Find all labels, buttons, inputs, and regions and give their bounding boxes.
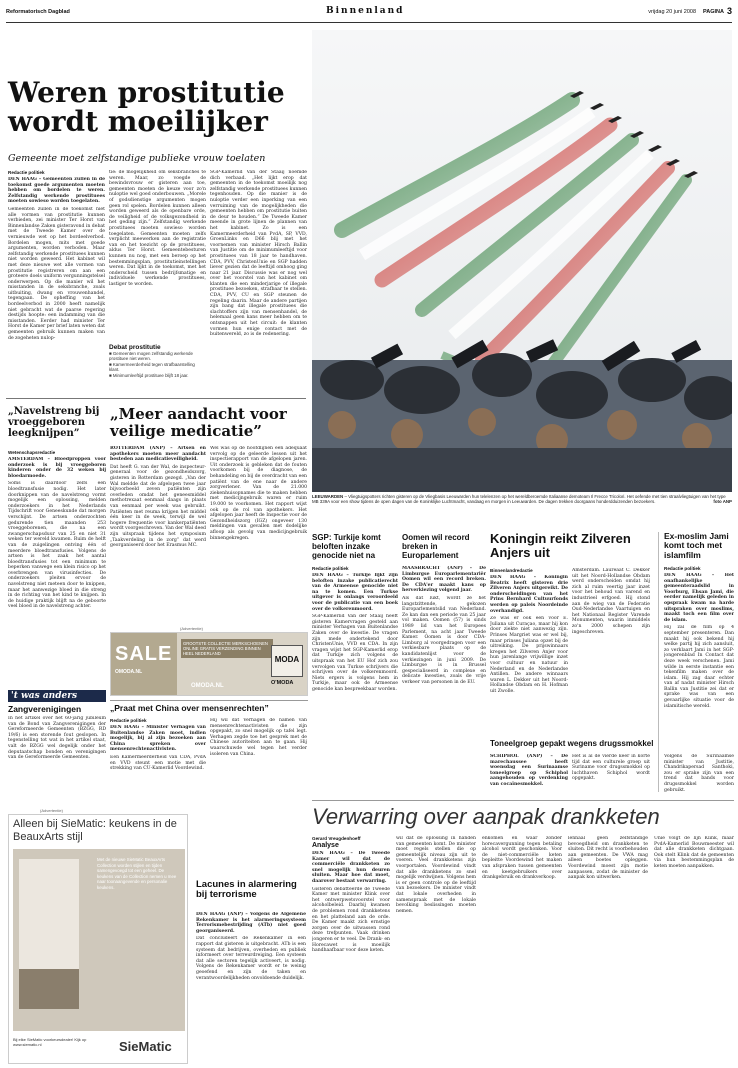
siematic-headline: Alleen bij SieMatic: keukens in de BeauxArts stijl — [13, 818, 177, 843]
airshow-photo — [312, 30, 732, 492]
masthead — [6, 4, 732, 22]
main-subhead: Gemeente moet zelfstandige publieke vrouw toelaten — [8, 153, 266, 164]
main-col3-text: SGP-Kamerlid Van der Staaij noemde dich verbaad. „Het lijkt erop dat gemeenten in de toekomst moeilijk nog zelfstandig werkende prostituees kunnen tegenhouden. Op die manier is de nuloptie verder een inperking van een verruiming van de mogelijkheden die gemeenten hebben om prostitutie buiten de deur te houden.” De Tweede Kamer meende in grote lijnen de plannen van het kabinet. Zo is een Kamermeerderheid van PvdA, SP, VVD, GroenLinks en D66 blij met het voornemen van minister Hirsch Ballin van Justitie om de minimumleeftijd voor prostituees van 18 jaar te handhaven. CDA, PVV, ChristenUnie en SGP hadden liever gezien dat de leeftijd omhoog ging naar 21 jaar. Discussie was er nog wel over het voorstel van het kabinet om klanten die een minderjarige of illegale prostituee bezoeken, strafbaar te stellen. CDA, PVV, CU en SGP steunen de regeling daarin. Maar de andere partijen zijn bang dat illegale prostituees die slachtoffers zijn van mensenhandel, de helemaal geen kans meer hebben om te ontsnappen uit het circuit: de klanten vormen hun enige contact met de buitenwereld, zo is de redenering. — [210, 170, 307, 338]
china-lead: DEN HAAG – Minister Verhagen van Buitenlandse Zaken moet, indien mogelijk, bij al zijn bezoeken aan China spreken over mensenrechtenactivisten. — [110, 725, 206, 753]
debate-box-item: ■ Minimumleeftijd prostituee blijft 18 jaar. — [109, 372, 189, 378]
smokkel-headline: Toneelgroep gepakt wegens drugssmokkel — [490, 739, 654, 748]
china-col1 — [110, 718, 206, 772]
smokkel-col3: Volgens de Surinaamse minister van Justitie, Chandrikapersad Santhoki, zou er sprake zijn van een trend dat bands voor drugssmokkel worden gebruikt. — [664, 754, 734, 793]
drankketen-lead: DEN HAAG – De Tweede Kamer wil dat de commerciële drankketen zo snel mogelijk hun deuren sluiten. Maar hoe dat moet, daarover bestaat verwarring. — [312, 851, 390, 884]
debate-box-item: ■ Gemeenten mogen zelfstandig werkende prostituee niet weren. — [109, 351, 193, 362]
moslim-lead: DEN HAAG – Het onafhankelijke gemeenteraadslid in Voorburg, Ehsan Jami, die eerder namelijk geleden in opspraak kwam na harde uitspraken over moslims, maakt toch een film over de islam. — [664, 573, 734, 623]
column-divider — [658, 532, 659, 792]
sgp-headline: SGP: Turkije komt beloften inzake genocide niet na — [312, 533, 381, 560]
terror-headline: Lacunes in alarmering bij terrorisme — [196, 879, 297, 901]
koningin-text: Ze was er ook een voor E. Juliana uit Curaçao, maar hij kon door ziekte niet aanwezig zijn. Prinses Margriet was er wel bij, maar prinses Juliana opzet bij de uitreiking. De prijswinnaars kregen het Zilveren Anjer voor hun jarenlange vrijwillige inzet voor cultuur en natuur in Nederland en de Nederlandse Antillen. De andere winnaars waren L. Dekker uit het Noord-Hollandse Obdam en H. Hofman uit Zwolle. — [490, 616, 568, 694]
oomen-article — [402, 566, 486, 771]
wasanders-text: In het artikel over het 60-jarig jubileum van de Bond van Zangverenigingen der Gereformeerde Gemeenten (BZGG, RD 19/6) is een storende fout geslopen. In tegenstelling tot wat in het artikel staat, valt de BZGG wel degelijk onder het deputaatschap bonden en verenigingen van de Gereformeerde Gemeenten. — [8, 716, 106, 761]
omoda-ad-label: (Advertentie) — [180, 626, 203, 631]
masthead-rule — [6, 22, 732, 23]
omoda-url[interactable]: OMODA.NL — [191, 683, 224, 689]
sgp-lead: DEN HAAG – Turkije lijkt zijn beloften inzake publicatierecht van de Armeense genocide niet na te komen. Een Turkse uitgever is onlangs veroordeeld voor de publicatie van een boek over de volkerenmoord. — [312, 573, 398, 612]
drankketen-col4: lennaal geen zelfstandige bevoegdheid om drankketen te sluiten. Dit recht is voorbehouden aan gemeenten. De VWA mag alleen boetes opleggen. Voordewind moest zijn motie aanpassen, zodat de minister de aanpak kon uitwerken. — [568, 836, 648, 881]
medicatie-col2: Wel was op de hoofdlijnen een adequaat vervolg op de geleerde lessen uit het inspectierapport van de afgelopen jaren. Uit onderzoek is gebleken dat de fouten voorkomen bij de diagnose, de behandeling en bij de overdracht van een patiënt van de ene naar de andere zorgverlener. Van de 21.000 ziekenhuisopnames die te maken hebben met medicijngebruik waren er ruim 19.000 te voorkomen. Het rapport wijst ook op de rol van apothekers. Het afgelopen jaar heeft de Inspectie voor de Gezondheidszorg (IGZ) ongeveer 130 meldingen van gevallen met dodelijke afloop als gevolg van medicijngebruik binnengekregen. — [210, 446, 307, 541]
terror-lead: DEN HAAG (ANP) – Volgens de Algemene Rekenkamer is het alarmeringssysteem Terrorismebestrijding (ATb) niet goed georganiseerd. — [196, 912, 306, 934]
omoda-logo-box — [271, 645, 303, 677]
main-col1-text: Gemeenten zullen in de toekomst niet alle vormen van prostitutie kunnen verbieden, zei minister Ter Horst van Binnenlandse Zaken gisteravond in debat met de Tweede Kamer over de vernieuwde wet op het bordeelverbod. Bordelen mogen, mits met goede argumenten, worden verboden. Maar zelfstandig werkende prostituees kunnen niet worden geweerd. Het kabinet wil met deze nieuwe wet alle vormen van prostitutie registreren om aan een groteere doels uniform vergunningstelsel onderwerpen. Op die manier wil het misstanden in de seksbranche, zoals uitbuiting, dwang en vrouwenhandel, tegengaan. De opheffing van het bordeelverbod in 2000 heeft namelijk niet gebracht wat de paarse regering destijds hoopte: een indamming van die misstanden. Eerder had minister Ter Horst de Kamer per brief laten weten dat gemeenten gebruik kunnen maken van de zogeheten nulop- — [8, 206, 105, 341]
china-headline: „Praat met China over mensenrechten” — [110, 703, 269, 713]
main-byline: Redactie politiek — [8, 170, 45, 175]
smokkel-lead: SCHIPHOL (ANP) – De marechaussee heeft woensdag een Surinaamse toneelgroep op Schiphol aangehouden op verdenking van cocaïnesmokkel. — [490, 754, 568, 787]
china-divider — [110, 700, 308, 701]
oomen-lead: MAASBRACHT (ANP) – De Limburgse Europarlementariër Oomen wil een record breken. De CDA'er maakt kans op herverkiezing volgend jaar. — [402, 566, 486, 594]
main-col2-text: tie: de mogelijkheid om seksbranches te weren. Maar, zo voegde de bewindsvrouw er gisteren aan toe, gemeenten moeten de keuze voor zo'n nuloptie wel goed onderbouwen. „Morele of godsdienstige argumenten mogen geen rol spelen. Bordelen kunnen alleen worden geweerd als de openbare orde, de veiligheid of de volksgezondheid in het geding zijn.” Zelfstandig werkende prostituees moeten sowieso worden toegelaten. Gemeenten moeten zelfs verplicht meewerken aan de registratie van en het toezicht op de prostituees, aldus Ter Horst. Gemeentebesturen kunnen nu nog, met een beroep op het bestemmingsplan, prostitutieinstellingen weren. Dat lijkt in de toekomst, met het onderscheid tussen bedrijfsmatige en individuele werkende prostituees, lastiger te worden. — [109, 170, 206, 287]
moslim-article — [664, 566, 734, 775]
omoda-promo: GROOTSTE COLLECTIE MERKSCHOENEN ONLINE GRATIS VERZENDING BINNEN HEEL NEDERLAND — [181, 639, 273, 658]
vroeg-headline: „Navelstreng bij vroeggeboren leegknijpen” — [8, 406, 100, 439]
siematic-kitchen-photo — [13, 849, 185, 1031]
moslim-byline: Redactie politiek — [664, 566, 701, 571]
section-divider — [6, 398, 306, 399]
main-lead: DEN HAAG – Gemeenten zullen in de toekomst goede argumenten moeten hebben om bordelen te weren. Zelfstandig werkende prostituees moeten sowieso worden toegelaten. — [8, 177, 105, 205]
omoda-tagline: OMODA.NL — [115, 669, 143, 675]
china-byline: Redactie politiek — [110, 718, 147, 723]
omoda-logo: O'MODA — [271, 680, 294, 686]
omoda-brand: MODA — [274, 655, 300, 664]
main-headline — [8, 78, 298, 137]
main-headline-line1: Weren prostitutie — [8, 76, 285, 109]
omoda-sale: SALE — [115, 643, 173, 665]
wasanders-logo: 't was anders — [11, 691, 78, 701]
drankketen-col2: wil dat de oplossing in handen van gemeenten komt. De minister moet regels stellen die op gemeentelijk niveau zijn uit te voeren. Veel drankketens zijn voorportalen. Voordewind vindt dat alle drankketens zo snel mogelijk verdwijnen. Volgens hem is er geen controle op de leeftijd van bezoekers. De minister vindt dat lokale overheden in samenspraak met de lokale bevolking beslissingen moeten nemen. — [396, 836, 476, 914]
siematic-ad-label: (Advertentie) — [40, 808, 63, 813]
wasanders-headline: Zangverenigingen — [8, 704, 82, 714]
main-headline-line2: wordt moeilijker — [8, 105, 268, 139]
drankketen-divider — [312, 800, 734, 801]
siematic-footer[interactable]: Bij elke SieMatic voorkeursdealer! Kijk op www.siematic.nl — [13, 1037, 87, 1047]
photo-credit: foto ANP — [713, 499, 732, 505]
drankketen-col3: enkomen en waar zonder horecavergunning tegen betaling alcohol wordt geschonken. Voor de niet-commerciële keten bepleitte Voordewind het maken van afspraken tussen gemeenten en keetgebruikers over drankgebruik en drankverkoop. — [482, 836, 562, 881]
medicatie-col1-text: Dat heeft G. van der Wal, de inspecteur-generaal voor de gezondheidszorg, gisteren in Rotterdam gezegd. „Van der Wal meldde dat de afgelopen twee jaar bijvoorbeeld zeven patiënten zijn overleden omdat het geneesmiddel methotrexaat eenmaal daags in plaats van eenmaal per week was gebruikt. Patiënten met reuma krijgen het middel één keer in de week, terwijl de wel hogere frequentie voor kankerpatiënten wordt voorgeschreven. Van der Wal deed zijn uitspraak tijdens het symposium „Taakverdeling in de zorg” dat werd georganiseerd door het Erasmus MC. — [110, 464, 206, 549]
debate-box-list — [109, 351, 206, 378]
photo-caption-text: – Vliegtuigspotters richten gisteren op de Vliegbasis Leeuwarden hun telelenzen op het wereldberoemde Italiaanse demoteam Il Frecce Tricolori. Het oefende met tien straalvliegtuigen van het type MB 339A voor een show tijdens de open dagen van de Koninklijke Luchtmacht, vandaag en morgen in Leeuwarden. De dagen trekken doorgaans honderdduizenden bezoekers. — [312, 494, 726, 505]
sgp-byline: Redactie politiek — [312, 566, 349, 571]
drankketen-byline: Gerard Vreugdenhoeff — [312, 836, 361, 841]
drankketen-kicker: Analyse — [312, 842, 339, 849]
medicatie-headline: „Meer aandacht voor veilige medicatie” — [110, 405, 287, 440]
sgp-text: SGP-Kamerlid Van der Staaij heeft gisteren Kamervragen gesteld aan minister Verhagen van Buitenlandse Zaken over de kwestie. De vragen zijn mede ondertekend door ChristenUnie, VVD en CDA. In zijn vragen wijst het SGP-Kamerlid erop dat Turkije zich volgens de uitspraak van het EU Hof zich zou vervolgen van Turkse schrijvers die schrijven over de volkerenmoord. Niets ergers is volgens hem in Turkije, maar ook de Armeense genocide kan bespreekbaar worden. — [312, 614, 398, 692]
paper-name: Reformatorisch Dagblad — [6, 9, 70, 15]
omoda-ad[interactable] — [110, 632, 308, 696]
page-number: 3 — [726, 6, 732, 16]
china-col1-text: Een Kamermeerderheid van CDA, PvdA en VVD steunt een motie met die strekking van CU-Kamerlid Voordewind. — [110, 754, 206, 772]
koningin-col2: Amsterdam. Laureaat C. Dekker uit het Noord-Hollandse Obdam werd onderscheiden omdat hij zich al ruim veertig jaar inzet voor het behoud van varend en industrieel erfgoed. Hij stond aan de wieg van de Federatie Oud-Nederlandse Vaartuigen en het Nationaal Register Varende Monumenten, waarin inmiddels zo'n 2000 schepen zijn ingeschreven. — [572, 568, 650, 635]
section-name: Binnenland — [326, 6, 405, 16]
vroeg-lead: AMSTERDAM – Bloedproppen voor onderzoek is bij vroeggeboren kinderen onder de 32 weken bij bloedarmoede. — [8, 457, 106, 479]
siematic-ad[interactable] — [8, 814, 188, 1064]
moslim-text: Hij zal de film op 4 september presenteren. Dan maakt hij ook bekend hij welke partij hij zich aansluit, zo verklaart Jami in het SGP-jongerenblad In Contact dat deze week verschenen. Jami wilde in eerste instantie een tekenfilm maken over de islam. Hij zag daar echter van af nadat minister Hirsch Ballin van Justitie zei dat er sprake was van een gevaarlijke situatie voor de islamitische wereld. — [664, 625, 734, 709]
koningin-lead: DEN HAAG – Koningin Beatrix heeft gisteren drie Zilveren Anjers uitgereikt. De onderscheidingen van het Prins Bernhard Cultuurfonds werden op paleis Noordeinde overhandigd. — [490, 575, 568, 614]
china-col2: Hij wil dat Verhagen de namen van mensenrechtenactivisten die zijn opgepakt, zo snel mogelijk op tafel legt. Verhagen zegde toe het gesprek met de Chinese autoriteiten aan te gaan. Hij waarschuwde wel tegen het verder isoleren van China. — [210, 718, 307, 757]
koningin-col1 — [490, 568, 568, 718]
main-col-2 — [109, 170, 206, 395]
moslim-headline: Ex-moslim Jami komt toch met islamfilm — [664, 531, 729, 560]
medicatie-lead: ROTTERDAM (ANP) – Artsen en apothekers moeten meer aandacht besteden aan medicatieveiligheid. — [110, 446, 206, 463]
sgp-article — [312, 566, 398, 764]
page-date: vrijdag 20 juni 2008 — [648, 9, 696, 15]
koningin-headline: Koningin reikt Zilveren Anjers uit — [490, 531, 631, 561]
drankketen-col1-text: Gisteren debatteerde de Tweede Kamer met minister Klink over het ontwerpwetsvoorstel voor alcoholbeleid. Daarbij kwamen de problemen rond drankketens en het platteland aan de orde. De Kamer maakt zich ernstige zorgen over de uitwassen rond deze trefpunten. Vaak drinken jongeren er te veel. De Drank- en Horecawet is moeilijk handhaafbaar voor deze keten. — [312, 886, 390, 954]
vroeg-article — [8, 450, 106, 699]
siematic-counter — [19, 969, 79, 1009]
koningin-byline: Binnenlandredactie — [490, 568, 533, 573]
medicatie-col1 — [110, 446, 206, 614]
drankketen-col5: Unie volgt de lijn Klink, maar PvdA-Kamerlid Bouwmeester wil dat alle drankketen dichtgaan. Ook stelt Klink dat de gemeenten via hun bestemmingsplan de keten moeten aanpakken. — [654, 836, 734, 869]
drankketen-headline: Verwarring over aanpak drankketen — [312, 804, 660, 829]
siematic-text: Met de nieuwe SieMatic BeauxArts Collection worden stijlen en tijden samengevoegd tot een geheel. De keukens van de Collection nemen u mee naar toonaangevende en personalie keukens. — [97, 857, 177, 890]
photo-caption-label: LEEUWARDEN — [312, 494, 344, 499]
main-col-1 — [8, 170, 105, 395]
smokkel-col1 — [490, 754, 568, 788]
debate-box-item: ■ Kamermeerderheid tegen strafbaarstelling klant. — [109, 361, 195, 373]
terror-text: Dat concludeert de Rekenkamer in een rapport dat gisteren is uitgebracht. ATb is een systeem dat bedrijven, overheden en publiek informeert over terreurdreiging. Een systeem dat alle sectoren tegelijk activeert, is nodig. Volgens de Rekenkamer wordt er te weinig geoefend en zijn de taken en verantwoordelijkheden onvoldoende duidelijk. — [196, 936, 306, 981]
smokkel-col2: Het is al de vierde keer in korte tijd dat een culturele groep uit Suriname voor drugssmokkel op luchthaven Schiphol wordt opgepakt. — [572, 754, 650, 782]
page-label: PAGINA — [703, 9, 724, 15]
vroeg-byline: Wetenschapsredactie — [8, 450, 56, 455]
debate-box — [109, 344, 206, 378]
oomen-headline: Oomen wil record breken in Europarlement — [402, 533, 470, 560]
siematic-logo: SieMatic — [119, 1039, 172, 1054]
main-col-3 — [210, 170, 307, 395]
airshow-photo-image — [312, 30, 732, 492]
wasanders-logo-box — [8, 690, 106, 702]
drankketen-col1 — [312, 836, 390, 1037]
photo-caption — [312, 494, 732, 505]
terror-article — [196, 912, 306, 1046]
vroeg-text: Soms is daardoor zelfs een bloedtransfusie nodig. Het later doorknippen van de navelstreng vormt mogelijk een oplossing, melden onderzoekers in het Nederlands Tijdschrift voor Geneeskunde dat morgen verschijnt. De artsen onderzochten gedurende tien maanden 253 vroeggeborenen, die na een zwangerschapsduur van 25 en niet 31 weken ter wereld kwamen. Ruim de helft van de zuigelingen ontving één of meerdere bloedtransfusies. Volgens de artsen is het zaak het aantal bloedtransfusies tot een minimum te beperken vanwege een klein risico op het overbrengen van virusinfecties. De onderzoekers pleiten ervoor de navelstreng niet meteen door te knippen, maar het aanwezige bloed in die streng in de richting van het kind te knijpen. In de huidige praktijk blijft na de geboorte veel bloed in de navelstreng achter. — [8, 481, 106, 610]
oomen-text: Als dat lukt, wordt ze het langstzittende, gekozen Europarlementslid van Nederland. Ze kan dan een periode van 25 jaar vol maken. Oomen (57) is sinds 1989 lid van het Europees Parlement, na acht jaar Tweede Kamer. Oomen is door CDA-Limburg al voorgedragen voor een verkiesbare plaats op de kandidatenlijst voor de verkiezingen in juni 2009. De Limburgse is in Brussel gespecialiseerd in complexe en delicate kwesties, zoals de vrije verkeer van personen in de EU. — [402, 595, 486, 685]
debate-box-title: Debat prostitutie — [109, 344, 161, 351]
